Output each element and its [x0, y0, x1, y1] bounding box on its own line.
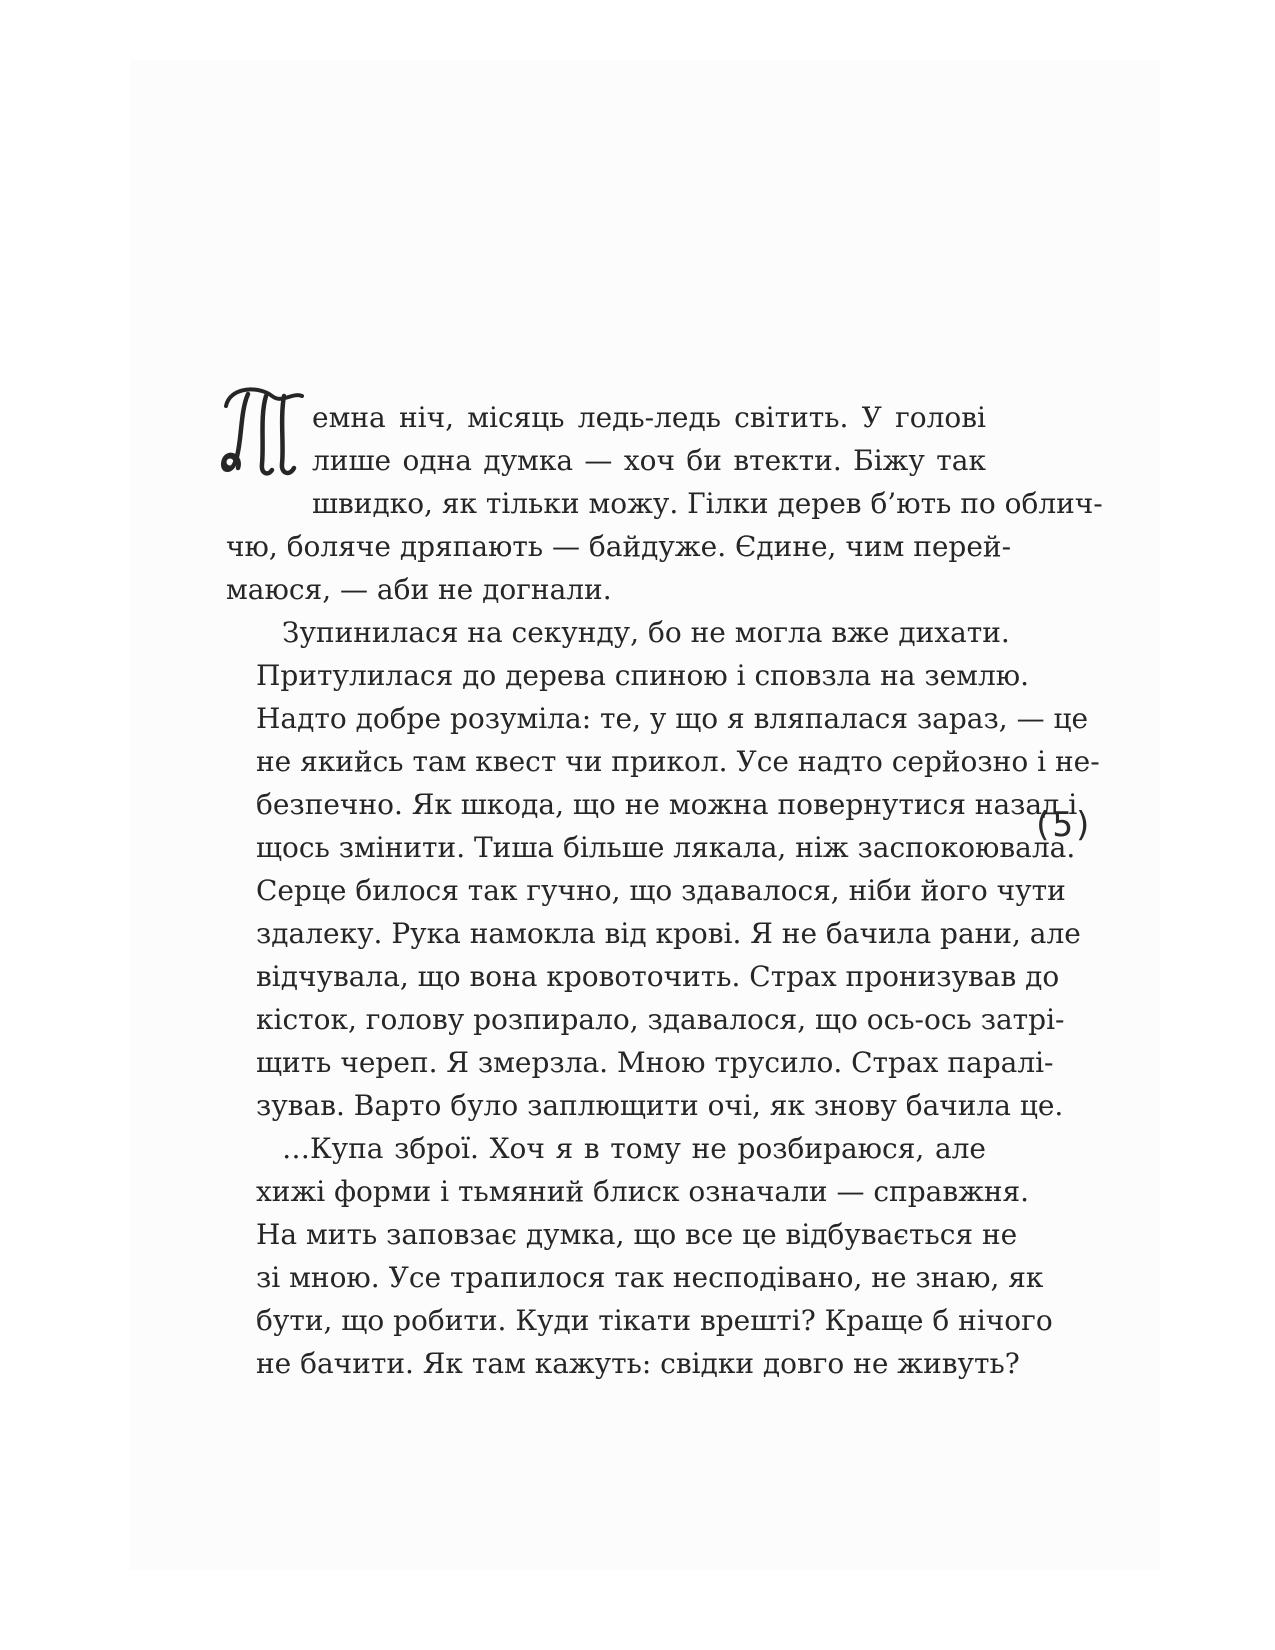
text-line: емна ніч, місяць ледь-ледь світить. У голові — [312, 401, 986, 434]
text-line: щить череп. Я змерзла. Мною трусило. Страх паралі- — [256, 1046, 1054, 1079]
text-line: здалеку. Рука намокла від крові. Я не бачила рани, але — [256, 917, 1081, 950]
text-line: відчувала, що вона кровоточить. Страх пронизував до — [256, 960, 1060, 993]
text-line: бути, що робити. Куди тікати врешті? Краще б нічого — [256, 1304, 1053, 1337]
paragraph-1 — [226, 396, 1103, 611]
text-line: щось змінити. Тиша більше лякала, ніж заспокоювала. — [256, 831, 1076, 864]
text-line: швидко, як тільки можу. Гілки дерев б’ють по облич- — [312, 487, 1103, 520]
text-line: зі мною. Усе трапилося так несподівано, не знаю, як — [256, 1261, 1044, 1294]
text-line: …Купа зброї. Хоч я в тому не розбираюся, але — [282, 1132, 986, 1165]
text-line: не якийсь там квест чи прикол. Усе надто серйозно і не- — [256, 745, 1100, 778]
paragraph-3 — [226, 1127, 1053, 1385]
text-line: Серце билося так гучно, що здавалося, ніби його чути — [256, 874, 1066, 907]
body-text — [226, 396, 1103, 1385]
text-line: не бачити. Як там кажуть: свідки довго не живуть? — [256, 1347, 1020, 1380]
text-line: безпечно. Як шкода, що не можна повернутися назад і — [256, 788, 1078, 821]
paragraph-2 — [226, 611, 1100, 1127]
text-line: зував. Варто було заплющити очі, як знову бачила це. — [256, 1089, 1064, 1122]
text-line: Притулилася до дерева спиною і сповзла на землю. — [256, 659, 1030, 692]
text-line: На мить заповзає думка, що все це відбувається не — [256, 1218, 1018, 1251]
text-line: кісток, голову розпирало, здавалося, що ось-ось затрі- — [256, 1003, 1065, 1036]
text-line: Надто добре розуміла: те, у що я вляпалася зараз, — це — [256, 702, 1089, 735]
text-line: лише одна думка — хоч би втекти. Біжу так — [312, 444, 986, 477]
dropcap-letter-icon — [220, 382, 306, 470]
page-number: (5) — [1032, 805, 1094, 845]
text-line: хижі форми і тьмяний блиск означали — справжня. — [256, 1175, 1030, 1208]
text-line: маюся, — аби не догнали. — [226, 573, 612, 606]
text-line: Зупинилася на секунду, бо не могла вже дихати. — [282, 616, 1010, 649]
text-line: чю, боляче дряпають — байдуже. Єдине, чим перей- — [226, 530, 1012, 563]
